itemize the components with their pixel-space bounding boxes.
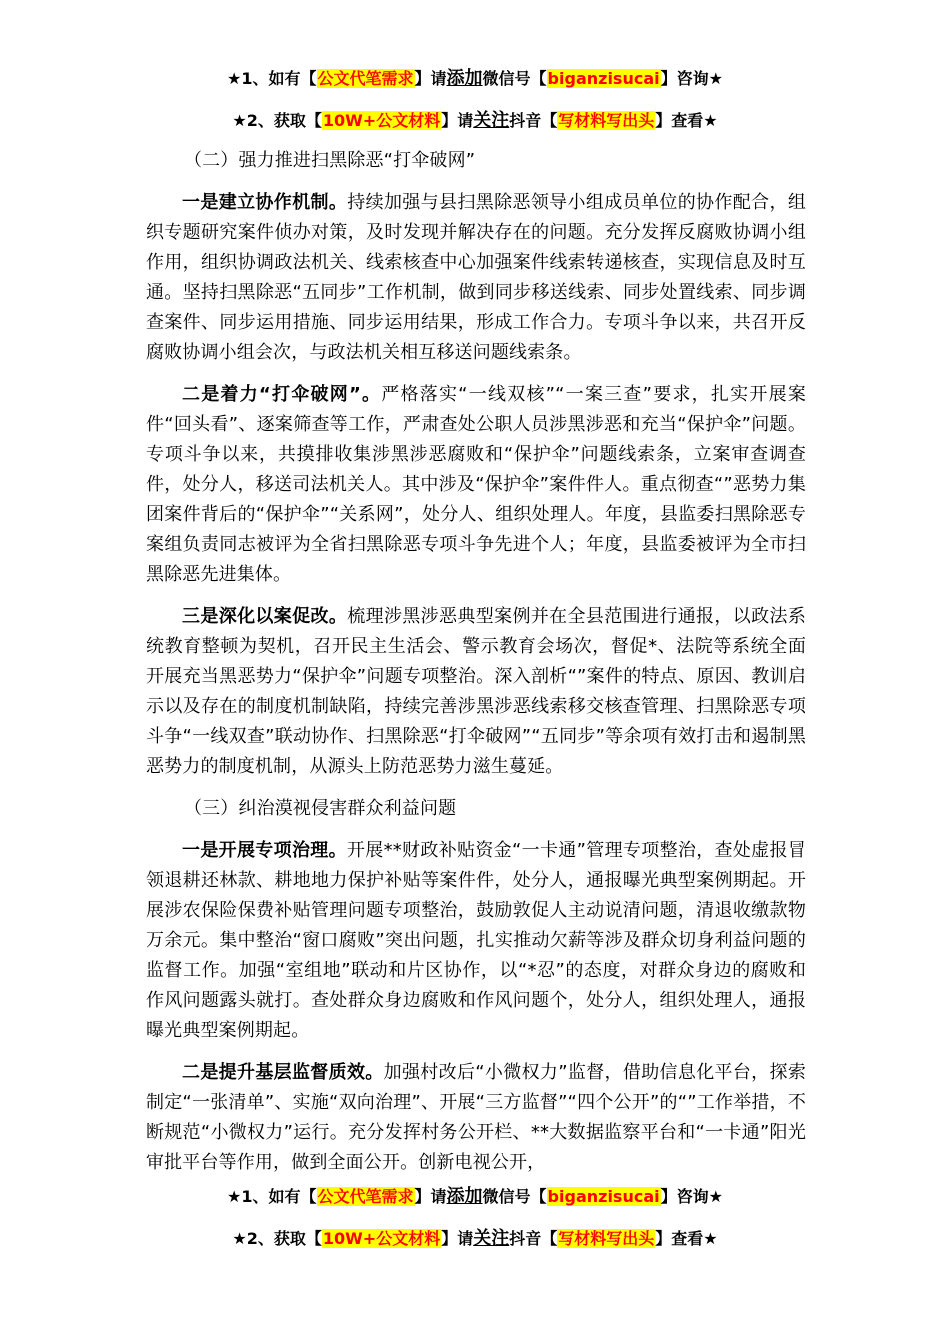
- banner-text: 】请: [414, 1187, 447, 1206]
- paragraph-lead: 二是提升基层监督质效。: [182, 1062, 384, 1083]
- bottom-banner-line2: [0, 1226, 950, 1252]
- highlight-text: biganzisucai: [547, 1187, 660, 1206]
- paragraph-text: 加强村改后“小微权力”监督，借助信息化平台，探索制定“一张清单”、实施“双向治理”、开展“三方监督”“四个公开”的“”工作举措，不断规范“小微权力”运行。充分发挥村务公开栏、**大数据监察平台和“一卡通”阳光审批平台等作用，做到全面公开。创新电视公开，: [146, 1062, 806, 1173]
- underlined-text: 关注: [473, 1228, 510, 1249]
- paragraph-lead: 一是开展专项治理。: [182, 840, 347, 861]
- banner-text: 】咨询★: [660, 1187, 723, 1206]
- paragraph-text: 开展**财政补贴资金“一卡通”管理专项整治，查处虚报冒领退耕还林款、耕地地力保护补贴等案件件，处分人，通报曝光典型案例期起。开展涉农保险保费补贴管理问题专项整治，鼓励敦促人主动说清问题，清退收缴款物万余元。集中整治“窗口腐败”突出问题，扎实推动欠薪等涉及群众切身利益问题的监督工作。加强“室组地”联动和片区协作，以“*忍”的态度，对群众身边的腐败和作风问题露头就打。查处群众身边腐败和作风问题个，处分人，组织处理人，通报曝光典型案例期起。: [146, 840, 806, 1041]
- paragraph-lead: 二是着力“打伞破网”。: [182, 384, 382, 405]
- paragraph: [146, 836, 806, 1046]
- banner-text: 】请: [441, 111, 474, 130]
- top-banner-line2: [0, 108, 950, 134]
- paragraph-lead: 三是深化以案促改。: [182, 606, 348, 627]
- banner-text: ★2、获取【: [232, 1229, 322, 1248]
- highlight-text: biganzisucai: [547, 69, 660, 88]
- bottom-banner-line1: [0, 1184, 950, 1210]
- highlight-text: 公文代笔需求: [317, 69, 414, 88]
- underlined-text: 关注: [473, 110, 510, 131]
- banner-text: 】咨询★: [660, 69, 723, 88]
- banner-text: 微信号【: [482, 1187, 547, 1206]
- banner-text: 微信号【: [482, 69, 547, 88]
- highlight-text: 公文代笔需求: [317, 1187, 414, 1206]
- banner-text: 抖音【: [509, 111, 558, 130]
- section-heading: （二）强力推进扫黑除恶“打伞破网”: [184, 150, 476, 171]
- paragraph-lead: 一是建立协作机制。: [182, 192, 348, 213]
- highlight-text: 写材料写出头: [558, 1229, 655, 1248]
- underlined-text: 添加: [446, 1186, 483, 1207]
- banner-text: 】查看★: [655, 1229, 718, 1248]
- paragraph-text: 严格落实“一线双核”“一案三查”要求，扎实开展案件“回头看”、逐案筛查等工作，严肃查处公职人员涉黑涉恶和充当“保护伞”问题。专项斗争以来，共摸排收集涉黑涉恶腐败和“保护伞”问题线索条，立案审查调查件，处分人，移送司法机关人。其中涉及“保护伞”案件件人。重点彻查“”恶势力集团案件背后的“保护伞”“关系网”，处分人、组织处理人。年度，县监委扫黑除恶专案组负责同志被评为全省扫黑除恶专项斗争先进个人；年度，县监委被评为全市扫黑除恶先进集体。: [146, 384, 807, 585]
- underlined-text: 添加: [446, 68, 483, 89]
- banner-text: 抖音【: [509, 1229, 558, 1248]
- paragraph-text: 持续加强与县扫黑除恶领导小组成员单位的协作配合，组织专题研究案件侦办对策，及时发现并解决存在的问题。充分发挥反腐败协调小组作用，组织协调政法机关、线索核查中心加强案件线索转递核查，实现信息及时互通。坚持扫黑除恶“五同步”工作机制，做到同步移送线索、同步处置线索、同步调查案件、同步运用措施、同步运用结果，形成工作合力。专项斗争以来，共召开反腐败协调小组会次，与政法机关相互移送问题线索条。: [146, 192, 806, 363]
- banner-text: 】请: [441, 1229, 474, 1248]
- banner-text: ★2、获取【: [232, 111, 322, 130]
- banner-text: ★1、如有【: [227, 1187, 317, 1206]
- paragraph: [146, 1058, 806, 1178]
- paragraph: [146, 188, 806, 368]
- highlight-text: 10W+公文材料: [322, 1229, 441, 1248]
- paragraph: [146, 602, 806, 782]
- document-body: [146, 146, 806, 1190]
- highlight-text: 10W+公文材料: [322, 111, 441, 130]
- banner-text: 】查看★: [655, 111, 718, 130]
- section-heading: （三）纠治漠视侵害群众利益问题: [184, 798, 457, 819]
- top-banner-line1: [0, 66, 950, 92]
- banner-text: 】请: [414, 69, 447, 88]
- paragraph-text: 梳理涉黑涉恶典型案例并在全县范围进行通报，以政法系统教育整顿为契机，召开民主生活会、警示教育会场次，督促*、法院等系统全面开展充当黑恶势力“保护伞”问题专项整治。深入剖析“”案件的特点、原因、教训启示以及存在的制度机制缺陷，持续完善涉黑涉恶线索移交核查管理、扫黑除恶专项斗争“一线双查”联动协作、扫黑除恶“打伞破网”“五同步”等余项有效打击和遏制黑恶势力的制度机制，从源头上防范恶势力滋生蔓延。: [146, 606, 806, 777]
- banner-text: ★1、如有【: [227, 69, 317, 88]
- highlight-text: 写材料写出头: [558, 111, 655, 130]
- paragraph: [146, 380, 806, 590]
